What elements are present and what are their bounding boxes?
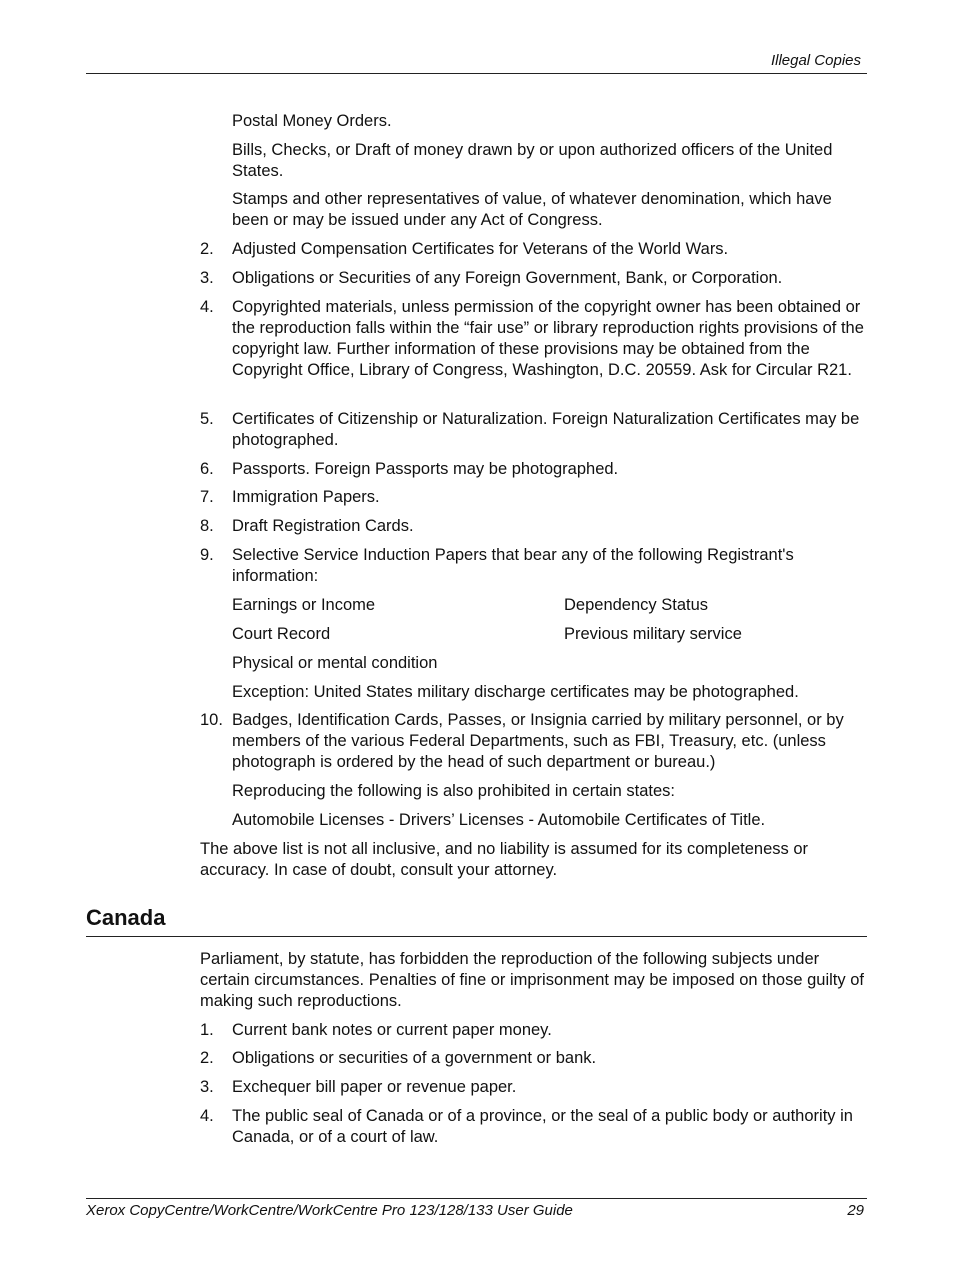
- list-item: Certificates of Citizenship or Naturalization. Foreign Naturalization Certificates may be photographed.: [232, 410, 860, 449]
- section-title: Canada: [86, 905, 166, 930]
- list-number: 5.: [200, 410, 214, 428]
- canada-intro: Parliament, by statute, has forbidden the reproduction of the following subjects under certain circumstances. Penalties of fine or imprisonment may be imposed on those guilty of making such reproductions.: [200, 950, 864, 1010]
- list-number: 2.: [200, 240, 214, 258]
- list-item: Badges, Identification Cards, Passes, or Insignia carried by military personnel, or by members of the various Federal Departments, such as FBI, Treasury, etc. (unless photograph is ordered by the head of such department or bureau.): [232, 711, 844, 771]
- page-number: 29: [847, 1202, 864, 1219]
- list-number: 8.: [200, 517, 214, 535]
- registrant-info-military: Previous military service: [564, 625, 742, 643]
- section-rule: [86, 936, 867, 937]
- states-list: Automobile Licenses - Drivers’ Licenses - Automobile Certificates of Title.: [232, 811, 766, 829]
- list-number: 3.: [200, 1078, 214, 1096]
- footer-guide-title: Xerox CopyCentre/WorkCentre/WorkCentre Pro 123/128/133 User Guide: [86, 1202, 573, 1219]
- continuation-bills: Bills, Checks, or Draft of money drawn by or upon authorized officers of the United States.: [232, 141, 833, 180]
- list-number: 9.: [200, 546, 214, 564]
- registrant-info-court: Court Record: [232, 625, 331, 643]
- list-item: The public seal of Canada or of a province, or the seal of a public body or authority in Canada, or of a court of law.: [232, 1107, 853, 1146]
- list-item: Adjusted Compensation Certificates for Veterans of the World Wars.: [232, 240, 729, 258]
- disclaimer-paragraph: The above list is not all inclusive, and no liability is assumed for its completeness or accuracy. In case of doubt, consult your attorney.: [200, 840, 809, 879]
- states-note: Reproducing the following is also prohibited in certain states:: [232, 782, 676, 800]
- list-item: Draft Registration Cards.: [232, 517, 414, 535]
- list-number: 6.: [200, 460, 214, 478]
- list-number: 2.: [200, 1049, 214, 1067]
- list-number: 7.: [200, 488, 214, 506]
- list-item: Immigration Papers.: [232, 488, 380, 506]
- continuation-stamps: Stamps and other representatives of value, of whatever denomination, which have been or may be issued under any Act of Congress.: [232, 190, 832, 229]
- continuation-postal: Postal Money Orders.: [232, 112, 392, 130]
- footer-rule: [86, 1198, 867, 1199]
- list-item: Selective Service Induction Papers that bear any of the following Registrant's information:: [232, 546, 794, 585]
- list-item: Copyrighted materials, unless permission of the copyright owner has been obtained or the reproduction falls within the “fair use” or library reproduction rights provisions of the copyright law. Further information of these provisions may be obtained from the Copyright Office, Library of Congress, Washington, D.C. 20559. Ask for Circular R21.: [232, 298, 864, 379]
- exception-note: Exception: United States military discharge certificates may be photographed.: [232, 683, 799, 701]
- list-item: Passports. Foreign Passports may be photographed.: [232, 460, 619, 478]
- list-number: 10.: [200, 711, 223, 729]
- registrant-info-dependency: Dependency Status: [564, 596, 709, 614]
- registrant-info-physical: Physical or mental condition: [232, 654, 438, 672]
- list-item: Obligations or securities of a government or bank.: [232, 1049, 597, 1067]
- list-item: Current bank notes or current paper money.: [232, 1021, 552, 1039]
- list-number: 4.: [200, 1107, 214, 1125]
- list-item: Obligations or Securities of any Foreign Government, Bank, or Corporation.: [232, 269, 783, 287]
- list-number: 1.: [200, 1021, 214, 1039]
- registrant-info-earnings: Earnings or Income: [232, 596, 376, 614]
- list-number: 3.: [200, 269, 214, 287]
- running-header: Illegal Copies: [770, 52, 861, 69]
- header-rule: [86, 73, 867, 74]
- list-number: 4.: [200, 298, 214, 316]
- list-item: Exchequer bill paper or revenue paper.: [232, 1078, 517, 1096]
